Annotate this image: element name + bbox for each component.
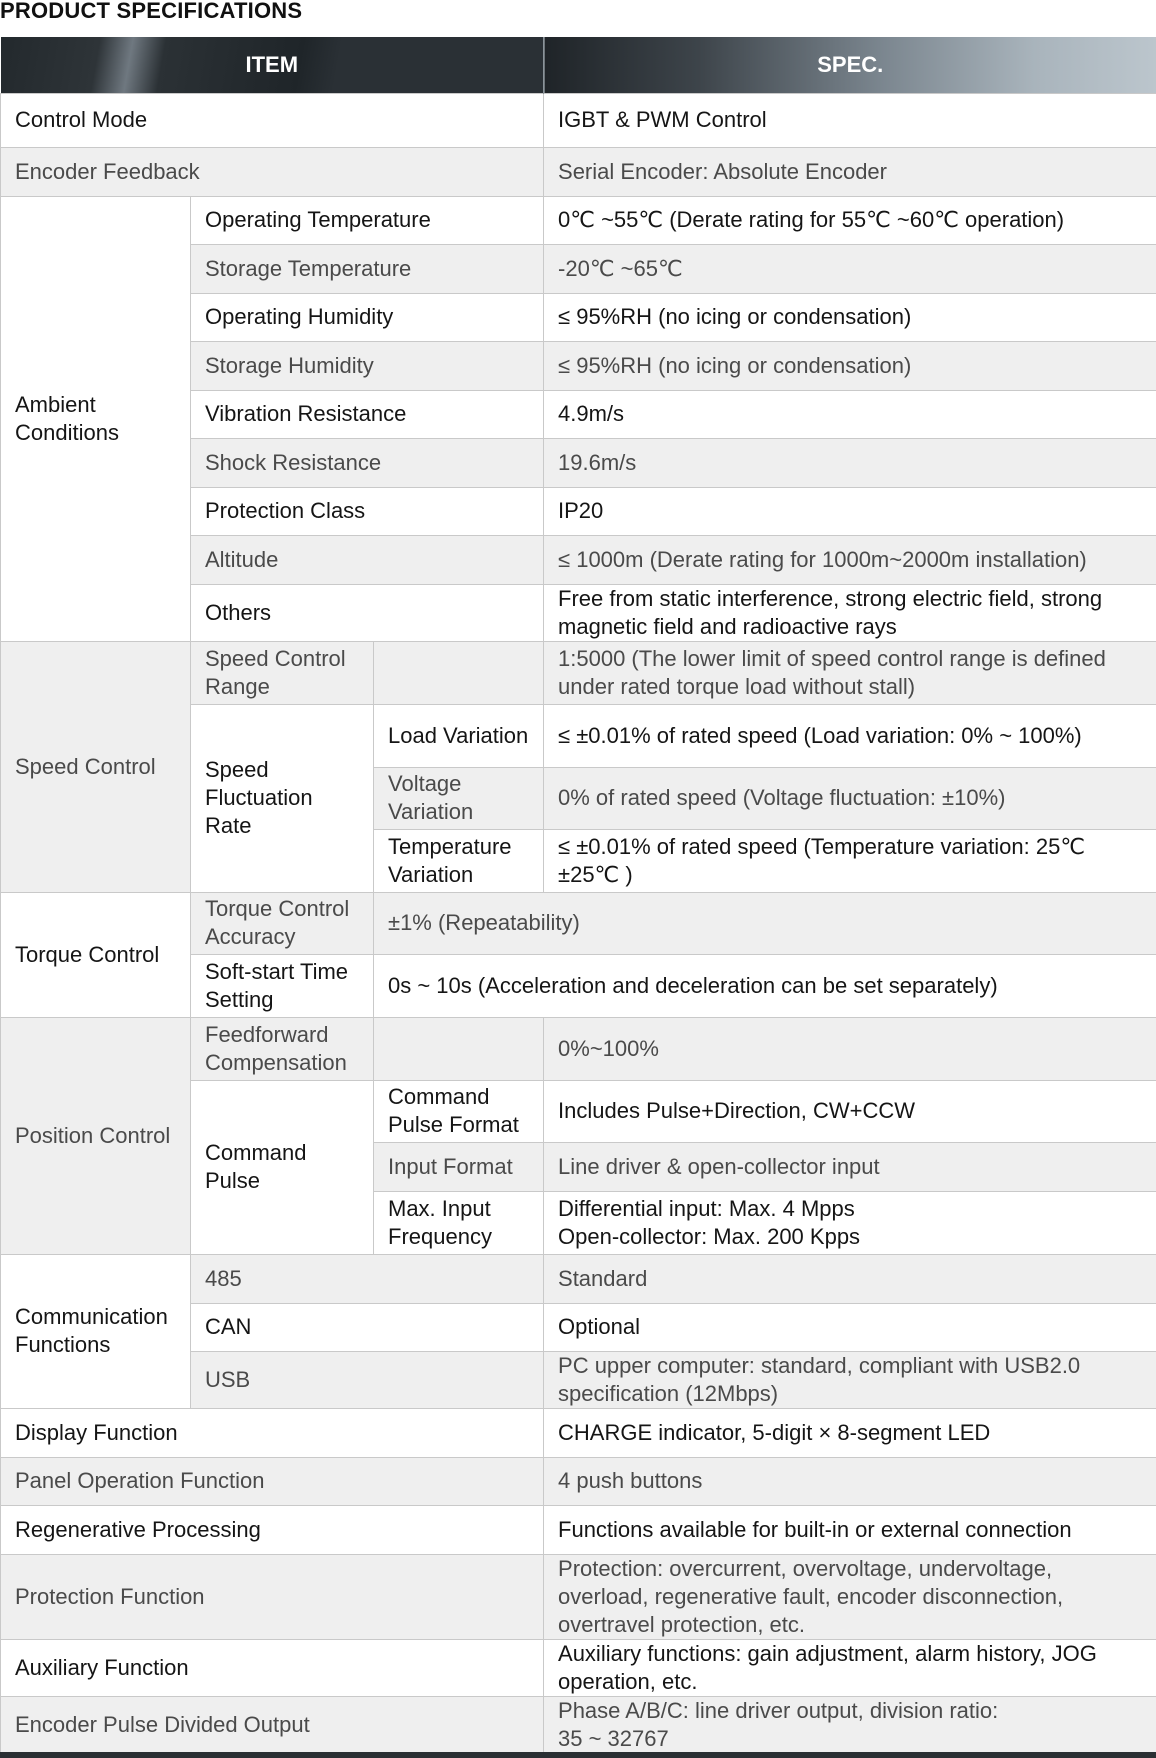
row-label: Regenerative Processing [1, 1505, 544, 1554]
item-column-header: ITEM [1, 37, 544, 93]
speed-fluctuation-label: Speed Fluctuation Rate [191, 704, 374, 892]
bottom-bar [0, 1752, 1156, 1758]
row-value: Functions available for built-in or external connection [544, 1505, 1156, 1554]
row-label: Auxiliary Function [1, 1639, 544, 1696]
row-label: Torque Control Accuracy [191, 892, 374, 954]
row-label: Voltage Variation [374, 767, 544, 829]
row-label: Altitude [191, 535, 544, 584]
row-label: Protection Function [1, 1554, 544, 1639]
spec-table [0, 37, 1156, 1754]
row-value: Standard [544, 1254, 1156, 1303]
table-header-row [1, 37, 1156, 93]
row-label: Soft-start Time Setting [191, 954, 374, 1017]
row-value: ≤ ±0.01% of rated speed (Temperature variation: 25℃ ±25℃ ) [544, 829, 1156, 892]
table-row [1, 1554, 1156, 1639]
command-pulse-label: Command Pulse [191, 1080, 374, 1254]
table-row [1, 147, 1156, 196]
row-value: Auxiliary functions: gain adjustment, alarm history, JOG operation, etc. [544, 1639, 1156, 1696]
table-row [1, 1639, 1156, 1696]
row-value: ±1% (Repeatability) [374, 892, 1156, 954]
table-row [1, 1017, 1156, 1080]
table-row [1, 196, 1156, 244]
empty-cell [374, 641, 544, 704]
row-label: Encoder Pulse Divided Output [1, 1696, 544, 1753]
position-group-label: Position Control [1, 1017, 191, 1254]
row-value: ≤ ±0.01% of rated speed (Load variation: 0% ~ 100%) [544, 704, 1156, 767]
empty-cell [374, 1017, 544, 1080]
row-value: Line driver & open-collector input [544, 1142, 1156, 1191]
row-value: Serial Encoder: Absolute Encoder [544, 147, 1156, 196]
row-label: Storage Humidity [191, 341, 544, 390]
row-label: Temperature Variation [374, 829, 544, 892]
table-row [1, 1254, 1156, 1303]
page-title: PRODUCT SPECIFICATIONS [0, 0, 303, 23]
communication-group-label: Communication Functions [1, 1254, 191, 1408]
row-label: Feedforward Compensation [191, 1017, 374, 1080]
spec-column-header: SPEC. [544, 37, 1156, 93]
row-label: Operating Temperature [191, 196, 544, 244]
row-value: 0s ~ 10s (Acceleration and deceleration can be set separately) [374, 954, 1156, 1017]
row-value: Optional [544, 1303, 1156, 1351]
row-label: Protection Class [191, 487, 544, 535]
row-value: 0%~100% [544, 1017, 1156, 1080]
ambient-group-label: Ambient Conditions [1, 196, 191, 641]
row-value: Protection: overcurrent, overvoltage, undervoltage, overload, regenerative fault, encoder disconnection, overtravel protection, etc. [544, 1554, 1156, 1639]
row-value: 19.6m/s [544, 438, 1156, 487]
row-value: Phase A/B/C: line driver output, division ratio: 35 ~ 32767 [544, 1696, 1156, 1753]
table-row [1, 892, 1156, 954]
row-label: Others [191, 584, 544, 641]
row-value: IGBT & PWM Control [544, 93, 1156, 147]
row-value: 1:5000 (The lower limit of speed control range is defined under rated torque load without stall) [544, 641, 1156, 704]
row-label: Panel Operation Function [1, 1457, 544, 1505]
row-label: USB [191, 1351, 544, 1408]
row-label: 485 [191, 1254, 544, 1303]
table-row [1, 1505, 1156, 1554]
row-value: 4 push buttons [544, 1457, 1156, 1505]
row-label: CAN [191, 1303, 544, 1351]
row-value: ≤ 95%RH (no icing or condensation) [544, 293, 1156, 341]
row-label: Encoder Feedback [1, 147, 544, 196]
table-row [1, 1408, 1156, 1457]
row-label: Command Pulse Format [374, 1080, 544, 1142]
row-label: Speed Control Range [191, 641, 374, 704]
row-label: Display Function [1, 1408, 544, 1457]
table-row [1, 93, 1156, 147]
row-value: Free from static interference, strong electric field, strong magnetic field and radioactive rays [544, 584, 1156, 641]
row-label: Shock Resistance [191, 438, 544, 487]
row-label: Storage Temperature [191, 244, 544, 293]
row-value: ≤ 95%RH (no icing or condensation) [544, 341, 1156, 390]
row-value: IP20 [544, 487, 1156, 535]
row-label: Input Format [374, 1142, 544, 1191]
row-label: Operating Humidity [191, 293, 544, 341]
row-value: ≤ 1000m (Derate rating for 1000m~2000m installation) [544, 535, 1156, 584]
row-value: 0℃ ~55℃ (Derate rating for 55℃ ~60℃ operation) [544, 196, 1156, 244]
table-row [1, 1457, 1156, 1505]
row-label: Vibration Resistance [191, 390, 544, 438]
row-value: 0% of rated speed (Voltage fluctuation: ±10%) [544, 767, 1156, 829]
torque-group-label: Torque Control [1, 892, 191, 1017]
row-value: -20℃ ~65℃ [544, 244, 1156, 293]
row-value: 4.9m/s [544, 390, 1156, 438]
table-row [1, 1696, 1156, 1753]
row-label: Control Mode [1, 93, 544, 147]
row-value: Includes Pulse+Direction, CW+CCW [544, 1080, 1156, 1142]
table-row [1, 641, 1156, 704]
row-label: Max. Input Frequency [374, 1191, 544, 1254]
row-value: PC upper computer: standard, compliant with USB2.0 specification (12Mbps) [544, 1351, 1156, 1408]
speed-group-label: Speed Control [1, 641, 191, 892]
row-value: CHARGE indicator, 5-digit × 8-segment LED [544, 1408, 1156, 1457]
row-label: Load Variation [374, 704, 544, 767]
row-value: Differential input: Max. 4 Mpps Open-collector: Max. 200 Kpps [544, 1191, 1156, 1254]
